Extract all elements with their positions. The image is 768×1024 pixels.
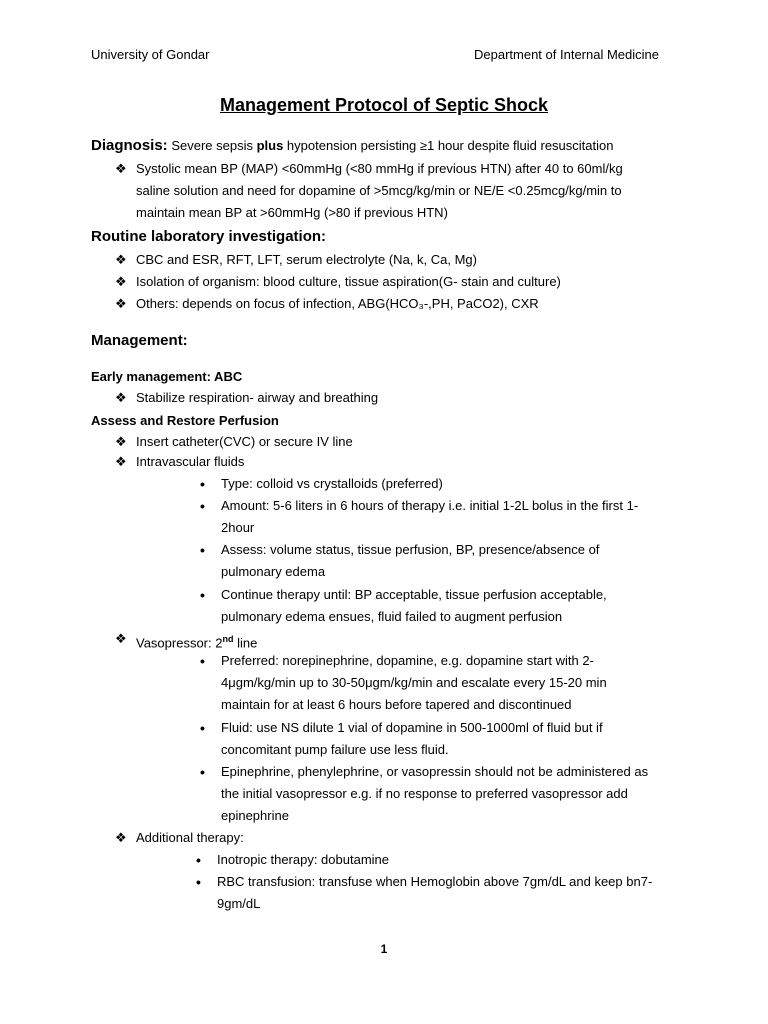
dot-bullet-icon: • (200, 498, 205, 514)
vasopressor-preferred-item (200, 650, 720, 716)
header-department: Department of Internal Medicine (474, 47, 659, 62)
diamond-bullet-icon: ❖ (115, 454, 127, 469)
vaso-item-line: Preferred: norepinephrine, dopamine, e.g. dopamine start with 2- (221, 653, 594, 668)
additional-item-line: RBC transfusion: transfuse when Hemoglobin above 7gm/dL and keep bn7- (217, 874, 653, 889)
rbc-transfusion-item (196, 871, 716, 915)
diagnosis-text-bold: plus (256, 138, 284, 153)
fluid-item-line: pulmonary edema (221, 564, 326, 579)
vaso-item-line: concomitant pump failure use less fluid. (221, 742, 449, 757)
diagnosis-criteria-item (115, 158, 715, 228)
diagnosis-text-b: hypotension persisting ≥1 hour despite fluid resuscitation (283, 138, 614, 153)
dot-bullet-icon: • (200, 476, 205, 492)
vasopressor-epinephrine-item (200, 761, 720, 827)
vasopressor-suffix: line (233, 635, 258, 651)
page-number: 1 (380, 942, 388, 956)
diagnosis-text-a: Severe sepsis (171, 138, 257, 153)
insert-catheter-text: Insert catheter(CVC) or secure IV line (136, 434, 353, 449)
inotropic-item (196, 849, 716, 871)
diamond-bullet-icon: ❖ (115, 390, 127, 405)
vasopressor-superscript: nd (222, 634, 234, 644)
dot-bullet-icon: • (200, 653, 205, 669)
intravascular-fluids-text: Intravascular fluids (136, 454, 245, 469)
lab-item (115, 293, 715, 315)
insert-catheter-item (115, 431, 715, 453)
dot-bullet-icon: • (196, 874, 201, 890)
diamond-bullet-icon: ❖ (115, 161, 127, 176)
fluid-assess-item (200, 539, 720, 583)
diamond-bullet-icon: ❖ (115, 274, 127, 289)
additional-therapy-item (115, 827, 715, 849)
dot-bullet-icon: • (200, 542, 205, 558)
diamond-bullet-icon: ❖ (115, 296, 127, 311)
dot-bullet-icon: • (200, 720, 205, 736)
diagnosis-label: Diagnosis: (91, 137, 168, 154)
lab-item (115, 249, 715, 271)
diagnosis-criteria-line: Systolic mean BP (MAP) <60mmHg (<80 mmHg if previous HTN) after 40 to 60ml/kg (136, 161, 623, 176)
lab-item (115, 271, 715, 293)
header-university: University of Gondar (91, 47, 210, 62)
fluid-item-line: Type: colloid vs crystalloids (preferred) (221, 476, 443, 491)
diamond-bullet-icon: ❖ (115, 434, 127, 449)
early-management-item (115, 387, 715, 409)
vaso-item-line: epinephrine (221, 808, 289, 823)
dot-bullet-icon: • (200, 764, 205, 780)
additional-item-line: 9gm/dL (217, 896, 261, 911)
diagnosis-criteria-line: maintain mean BP at >60mmHg (>80 if previous HTN) (136, 205, 448, 220)
dot-bullet-icon: • (196, 852, 201, 868)
fluid-amount-item (200, 495, 720, 539)
management-heading: Management: (91, 332, 188, 349)
vasopressor-fluid-item (200, 717, 720, 761)
intravascular-fluids-item (115, 451, 715, 473)
additional-therapy-text: Additional therapy: (136, 830, 244, 845)
perfusion-heading: Assess and Restore Perfusion (91, 413, 279, 428)
diamond-bullet-icon: ❖ (115, 631, 127, 646)
vaso-item-line: maintain for at least 6 hours before tapered and discontinued (221, 697, 572, 712)
fluid-item-line: pulmonary edema ensues, fluid failed to augment perfusion (221, 609, 563, 624)
page-title: Management Protocol of Septic Shock (219, 95, 549, 115)
diamond-bullet-icon: ❖ (115, 830, 127, 845)
vaso-item-line: Epinephrine, phenylephrine, or vasopressin should not be administered as (221, 764, 649, 779)
vasopressor-label: Vasopressor: 2 (136, 635, 223, 651)
fluid-continue-item (200, 584, 720, 628)
diamond-bullet-icon: ❖ (115, 252, 127, 267)
early-management-text: Stabilize respiration- airway and breathing (136, 390, 379, 405)
vaso-item-line: 4μgm/kg/min up to 30-50μgm/kg/min and escalate every 15-20 min (221, 675, 607, 690)
vasopressor-item (115, 628, 715, 650)
lab-item-text: Others: depends on focus of infection, ABG(HCO₃-,PH, PaCO2), CXR (136, 296, 539, 311)
lab-item-text: Isolation of organism: blood culture, tissue aspiration(G- stain and culture) (136, 274, 561, 289)
fluid-item-line: Assess: volume status, tissue perfusion, BP, presence/absence of (221, 542, 600, 557)
diagnosis-heading (91, 137, 613, 154)
lab-item-text: CBC and ESR, RFT, LFT, serum electrolyte (Na, k, Ca, Mg) (136, 252, 477, 267)
vaso-item-line: Fluid: use NS dilute 1 vial of dopamine in 500-1000ml of fluid but if (221, 720, 603, 735)
additional-item-line: Inotropic therapy: dobutamine (217, 852, 389, 867)
early-management-heading: Early management: ABC (91, 369, 243, 384)
fluid-type-item (200, 473, 720, 495)
dot-bullet-icon: • (200, 587, 205, 603)
fluid-item-line: Continue therapy until: BP acceptable, tissue perfusion acceptable, (221, 587, 607, 602)
fluid-item-line: Amount: 5-6 liters in 6 hours of therapy i.e. initial 1-2L bolus in the first 1- (221, 498, 639, 513)
lab-heading: Routine laboratory investigation: (91, 228, 327, 245)
fluid-item-line: 2hour (221, 520, 255, 535)
vaso-item-line: the initial vasopressor e.g. if no response to preferred vasopressor add (221, 786, 628, 801)
diagnosis-criteria-line: saline solution and need for dopamine of >5mcg/kg/min or NE/E <0.25mcg/kg/min to (136, 183, 622, 198)
